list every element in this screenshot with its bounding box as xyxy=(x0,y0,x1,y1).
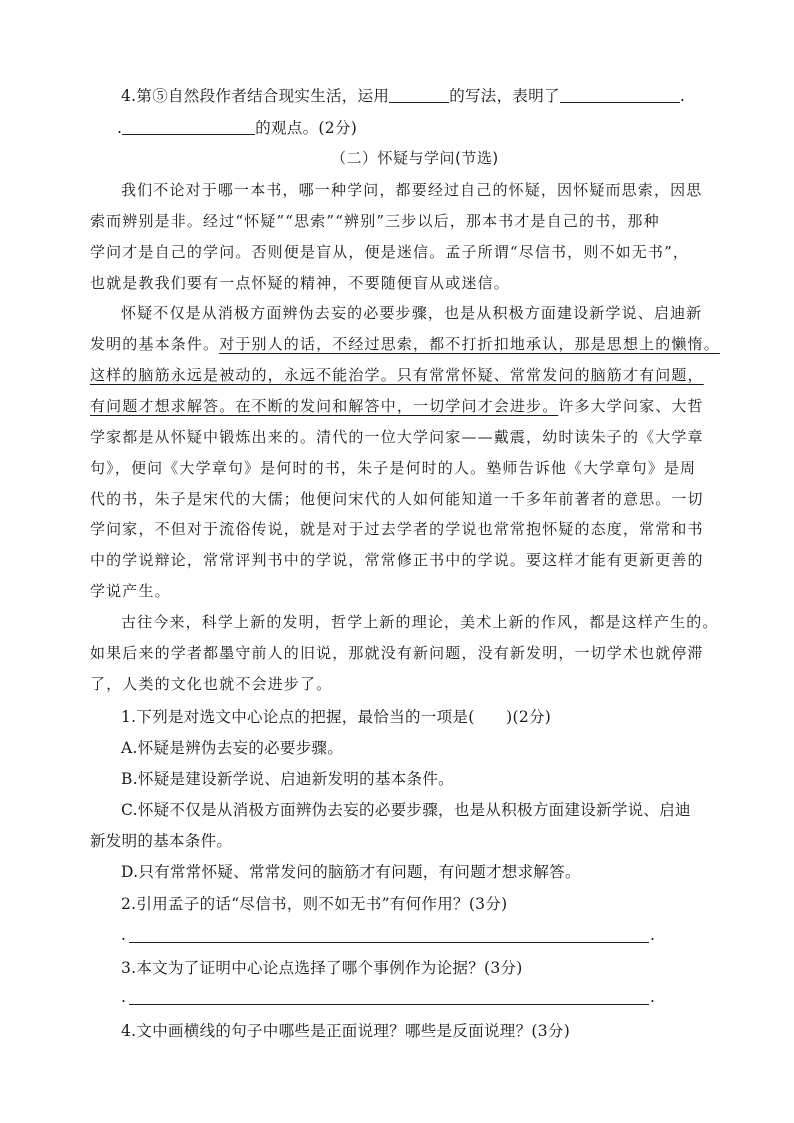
para2-line-4 xyxy=(90,395,704,416)
para2-line-9: 中的学说辩论，常常评判书中的学说，常常修正书中的学说。要这样才能有更新更善的 xyxy=(90,551,704,569)
para2-line-1: 怀疑不仅是从消极方面辨伪去妄的必要步骤，也是从积极方面建设新学说、启迪新 xyxy=(121,304,703,322)
answer-line-end-dot: . xyxy=(650,926,656,944)
answer-line-start-dot: . xyxy=(121,926,127,944)
para2-line-2 xyxy=(90,333,720,354)
question-4: 4.文中画横线的句子中哪些是正面说理？哪些是反面说理？(3分) xyxy=(121,1022,571,1040)
para2-line-3 xyxy=(90,364,704,385)
answer-blank[interactable] xyxy=(122,118,255,135)
para1-line-1: 我们不论对于哪一本书，哪一种学问，都要经过自己的怀疑，因怀疑而思索，因思 xyxy=(121,181,703,199)
question-4-middle: 的写法，表明了 xyxy=(449,87,560,105)
underlined-sentence: 有问题才想求解答。在不断的发问和解答中，一切学问才会进步。 xyxy=(90,397,559,415)
para1-line-4: 也就是教我们要有一点怀疑的精神，不要随便盲从或迷信。 xyxy=(90,274,510,292)
para1-line-3: 学问才是自己的学问。否则便是盲从，便是迷信。孟子所谓“尽信书，则不如无书”， xyxy=(90,243,690,261)
para3-line-1: 古往今来，科学上新的发明，哲学上新的理论，美术上新的作风，都是这样产生的。 xyxy=(121,613,719,631)
option-c[interactable]: C.怀疑不仅是从消极方面辨伪去妄的必要步骤，也是从积极方面建设新学说、启迪 xyxy=(121,801,691,819)
option-b[interactable]: B.怀疑是建设新学说、启迪新发明的基本条件。 xyxy=(121,770,454,788)
answer-line-end-dot: . xyxy=(650,988,656,1006)
para2-line-6: 句》，便问《大学章句》是何时的书，朱子是何时的人。塾师告诉他《大学章句》是周 xyxy=(90,459,697,477)
para2-plain-text: 许多大学问家、大哲 xyxy=(558,397,704,415)
para2-plain-text: 发明的基本条件。 xyxy=(90,335,220,353)
underlined-sentence: 这样的脑筋永远是被动的，永远不能治学。只有常常怀疑、常常发问的脑筋才有问题， xyxy=(90,366,704,384)
answer-line[interactable] xyxy=(129,1004,649,1005)
para2-line-10: 学说产生。 xyxy=(90,582,171,600)
para3-line-3: 了，人类的文化也就不会进步了。 xyxy=(90,675,333,693)
para2-line-7: 代的书，朱子是宋代的大儒；他便问宋代的人如何能知道一千多年前著者的意思。一切 xyxy=(90,490,704,508)
line-start-dot: . xyxy=(117,119,123,137)
question-2: 2.引用孟子的话“尽信书，则不如无书”有何作用？(3分) xyxy=(121,895,508,913)
question-4-end-dot: . xyxy=(679,87,686,105)
para2-line-5: 学家都是从怀疑中锻炼出来的。清代的一位大学问家——戴震，幼时读朱子的《大学章 xyxy=(90,428,704,446)
option-a[interactable]: A.怀疑是辨伪去妄的必要步骤。 xyxy=(121,739,344,757)
question-1: 1.下列是对选文中心论点的把握，最恰当的一项是( )(2分) xyxy=(121,708,552,726)
underlined-sentence: 对于别人的话，不经过思索，都不打折扣地承认，那是思想上的懒惰。 xyxy=(219,335,720,353)
para2-line-8: 学问家，不但对于流俗传说，就是对于过去学者的学说也常常抱怀疑的态度，常常和书 xyxy=(90,520,704,538)
para3-line-2: 如果后来的学者都墨守前人的旧说，那就没有新问题，没有新发明，一切学术也就停滞 xyxy=(90,644,704,662)
question-4-top xyxy=(121,84,685,106)
section-title: （二）怀疑与学问(节选) xyxy=(331,149,499,167)
para1-line-2: 索而辨别是非。经过“怀疑”“思索”“辨别”三步以后，那本书才是自己的书，那种 xyxy=(90,212,660,230)
question-4-tail: 的观点。(2分) xyxy=(255,119,358,137)
question-3: 3.本文为了证明中心论点选择了哪个事例作为论据？(3分) xyxy=(121,959,523,977)
question-4-prefix: 4.第⑤自然段作者结合现实生活，运用 xyxy=(121,87,390,105)
answer-line-start-dot: . xyxy=(121,988,127,1006)
answer-blank[interactable] xyxy=(389,86,449,103)
question-4-line2 xyxy=(117,116,357,138)
answer-line[interactable] xyxy=(129,942,649,943)
option-d[interactable]: D.只有常常怀疑、常常发问的脑筋才有问题，有问题才想求解答。 xyxy=(121,863,581,881)
answer-blank[interactable] xyxy=(560,86,680,103)
option-c-continued[interactable]: 新发明的基本条件。 xyxy=(90,832,233,850)
